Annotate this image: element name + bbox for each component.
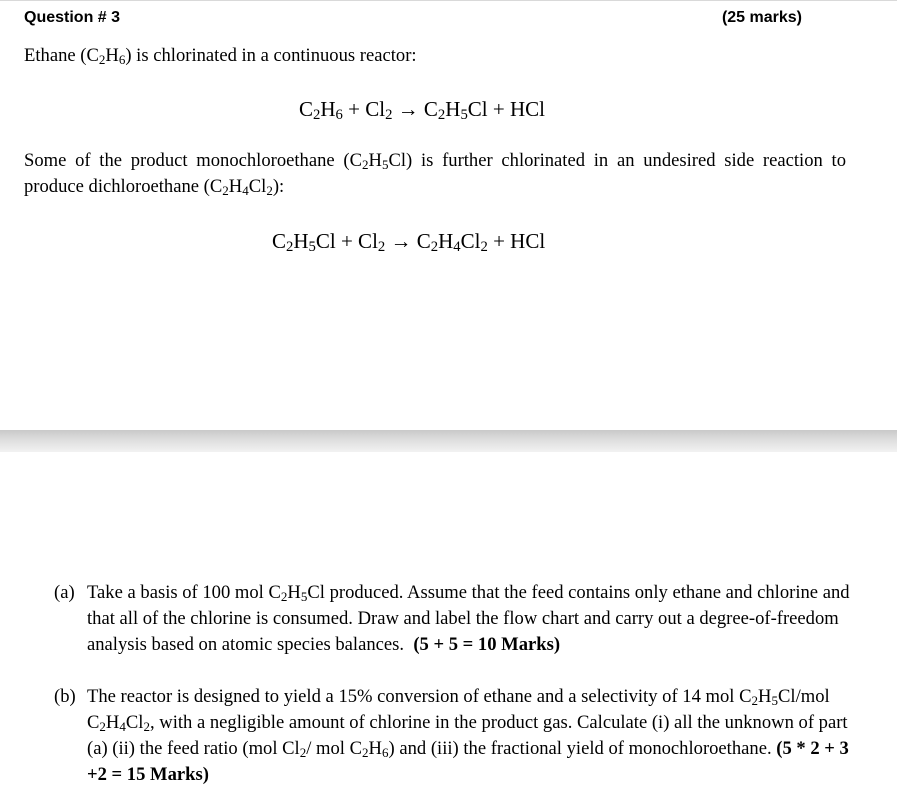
text-part: / mol C: [306, 738, 363, 759]
subscript: 2: [377, 239, 386, 256]
eq-part: C: [299, 97, 314, 121]
eq-part: → C: [385, 229, 431, 253]
subscript: 5: [771, 692, 778, 708]
eq-part: Cl + Cl: [315, 229, 378, 253]
intro-part: ) is chlorinated in a continuous reactor:: [125, 45, 417, 66]
text-part: H: [105, 712, 120, 733]
eq-part: H: [293, 229, 309, 253]
text-part: H: [287, 582, 301, 603]
text-part: H: [368, 150, 382, 171]
part-b-label: (b): [54, 686, 76, 707]
eq-part: → C: [392, 97, 438, 121]
question-header: [24, 9, 802, 31]
question-marks: (25 marks): [721, 9, 802, 26]
part-a: [54, 580, 854, 658]
subscript: 5: [308, 239, 316, 256]
top-rule: [0, 0, 897, 1]
subscript: 4: [119, 718, 126, 734]
subscript: 2: [98, 51, 106, 67]
subscript: 2: [362, 744, 369, 760]
subscript: 2: [313, 107, 321, 124]
eq-part: C: [272, 229, 287, 253]
intro-part: H: [105, 45, 119, 66]
subscript: 2: [480, 239, 488, 256]
eq-part: H: [438, 229, 454, 253]
subscript: 2: [99, 718, 106, 734]
subscript: 2: [751, 692, 759, 708]
text-part: H: [758, 686, 772, 707]
side-reaction-equation: [272, 228, 545, 254]
text-part: Take a basis of 100 mol C: [87, 582, 281, 603]
text-part: H: [228, 176, 243, 197]
subscript: 2: [437, 107, 446, 124]
text-part: Cl/mol C: [87, 686, 830, 733]
subscript: 6: [335, 107, 343, 124]
part-b: [54, 684, 854, 788]
text-part: Cl: [248, 176, 267, 197]
subscript: 2: [286, 239, 294, 256]
eq-part: + Cl: [342, 97, 386, 121]
text-part: Cl: [125, 712, 144, 733]
side-reaction-text: [24, 148, 846, 200]
eq-part: H: [320, 97, 336, 121]
text-part: Cl produced. Assume that the feed contains only ethane and chlorine and that all of the chlorine is consumed. Draw and label the flow chart and carry out a degree-of-freedom analysis based on atomic species balances.: [87, 582, 850, 655]
page-divider: [0, 430, 897, 452]
intro-text: [24, 43, 417, 69]
text-part: ) and (iii) the fractional yield of monochloroethane.: [388, 738, 772, 759]
subscript: 6: [381, 744, 389, 760]
text-part: The reactor is designed to yield a 15% conversion of ethane and a selectivity of 14 mol C: [87, 686, 752, 707]
subscript: 2: [361, 156, 369, 172]
subscript: 5: [460, 107, 468, 124]
subscript: 2: [143, 718, 150, 734]
eq-part: Cl: [460, 229, 481, 253]
part-a-label: (a): [54, 582, 75, 603]
subscript: 2: [430, 239, 439, 256]
subscript: 4: [453, 239, 461, 256]
subscript: 5: [381, 156, 389, 172]
subscript: 2: [280, 588, 288, 604]
eq-part: Cl + HCl: [467, 97, 545, 121]
intro-part: Ethane (C: [24, 45, 99, 66]
part-a-marks: (5 + 5 = 10 Marks): [413, 634, 561, 655]
subscript: 2: [299, 744, 307, 760]
eq-part: H: [445, 97, 461, 121]
question-title: Question # 3: [24, 9, 121, 26]
eq-part: + HCl: [487, 229, 546, 253]
text-part: ):: [272, 176, 285, 197]
part-b-text: [87, 684, 854, 788]
subscript: 2: [222, 182, 229, 198]
text-part: Some of the product monochloroethane (C: [24, 150, 362, 171]
subscript: 2: [266, 182, 273, 198]
text-part: H: [368, 738, 382, 759]
text-part: Cl) is further chlorinated in an undesired side reaction to produce dichloroethane (C: [24, 150, 846, 197]
text-part: , with a negligible amount of chlorine in the product gas. Calculate (i) all the unknown of part (a) (ii) the feed ratio (mol Cl: [87, 712, 848, 759]
part-b-marks: (5 * 2 + 3 +2 = 15 Marks): [87, 738, 849, 785]
main-reaction-equation: [299, 96, 545, 122]
subscript: 6: [118, 51, 126, 67]
part-a-text: [87, 580, 854, 658]
subscript: 2: [385, 107, 393, 124]
subscript: 5: [300, 588, 308, 604]
subscript: 4: [242, 182, 249, 198]
